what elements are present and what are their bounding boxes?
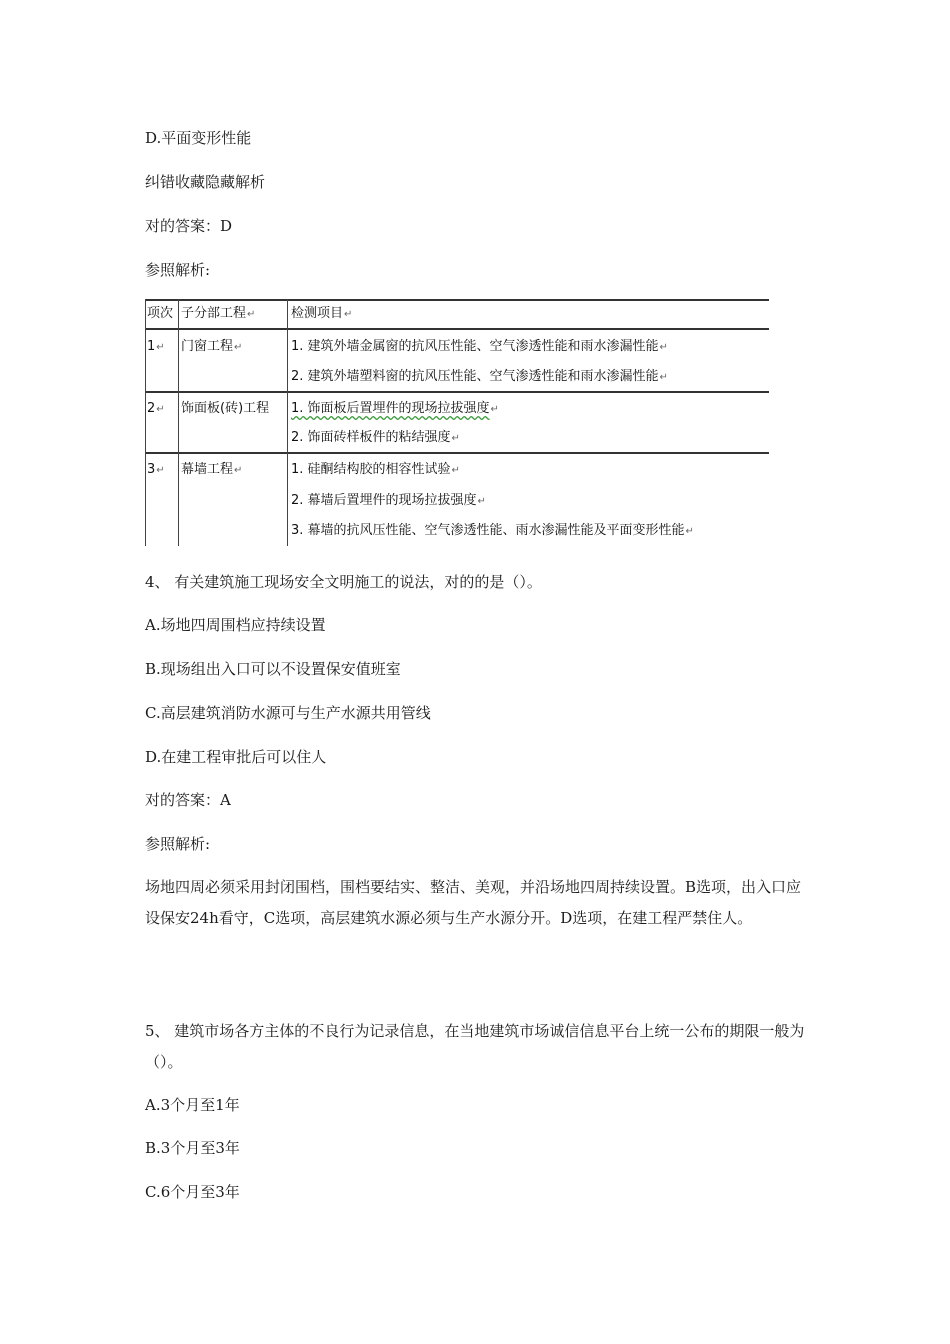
option-a: A.3个月至1年 [145, 1096, 240, 1114]
table-header: 检测项目↵ [291, 306, 353, 321]
table-rule [145, 391, 769, 393]
analysis-label: 参照解析: [145, 835, 211, 853]
row-name: 幕墙工程↵ [181, 462, 243, 477]
row-item: 1. 饰面板后置埋件的现场拉拔强度↵ [291, 401, 499, 416]
table-rule [178, 299, 179, 546]
row-item: 2. 建筑外墙塑料窗的抗风压性能、空气渗透性能和雨水渗漏性能↵ [291, 369, 668, 384]
question-stem: 5、 建筑市场各方主体的不良行为记录信息，在当地建筑市场诚信信息平台上统一公布的期限一般为（）。 [145, 1022, 805, 1071]
analysis-label: 参照解析: [145, 261, 211, 279]
row-item: 1. 硅酮结构胶的相容性试验↵ [291, 462, 460, 477]
row-number: 1↵ [147, 339, 165, 354]
row-item: 1. 建筑外墙金属窗的抗风压性能、空气渗透性能和雨水渗漏性能↵ [291, 339, 668, 354]
option-b: B.现场组出入口可以不设置保安值班室 [145, 660, 401, 678]
row-item: 3. 幕墙的抗风压性能、空气渗透性能、雨水渗漏性能及平面变形性能↵ [291, 523, 694, 538]
row-name: 饰面板(砖)工程 [181, 401, 270, 416]
row-item: 2. 饰面砖样板件的粘结强度↵ [291, 430, 460, 445]
table-rule [287, 299, 288, 546]
correct-answer: 对的答案：A [145, 791, 231, 809]
table-rule [145, 299, 769, 301]
option-a: A.场地四周围档应持续设置 [145, 616, 326, 634]
row-item: 2. 幕墙后置埋件的现场拉拔强度↵ [291, 493, 486, 508]
row-number: 3↵ [147, 462, 165, 477]
table-header: 子分部工程↵ [181, 306, 256, 321]
question-stem: 4、 有关建筑施工现场安全文明施工的说法，对的的是（）。 [145, 573, 542, 591]
option-c: C.6个月至3年 [145, 1183, 240, 1201]
correct-answer: 对的答案：D [145, 217, 233, 235]
table-rule [145, 452, 769, 454]
row-name: 门窗工程↵ [181, 339, 243, 354]
table-rule [145, 299, 146, 546]
option-c: C.高层建筑消防水源可与生产水源共用管线 [145, 704, 431, 722]
toolbar-text: 纠错收藏隐藏解析 [145, 173, 266, 191]
option-b: B.3个月至3年 [145, 1139, 240, 1157]
row-number: 2↵ [147, 401, 165, 416]
option-d: D.在建工程审批后可以住人 [145, 748, 327, 766]
analysis-text: 场地四周必须采用封闭围档，围档要结实、整洁、美观，并沿场地四周持续设置。B选项，出入口应设保安24h看守，C选项，高层建筑水源必须与生产水源分开。D选项，在建工程严禁住人。 [145, 878, 802, 927]
option-d: D.平面变形性能 [145, 129, 252, 147]
inspection-table [145, 299, 769, 546]
table-rule [145, 328, 769, 330]
table-header: 项次 [147, 306, 174, 321]
